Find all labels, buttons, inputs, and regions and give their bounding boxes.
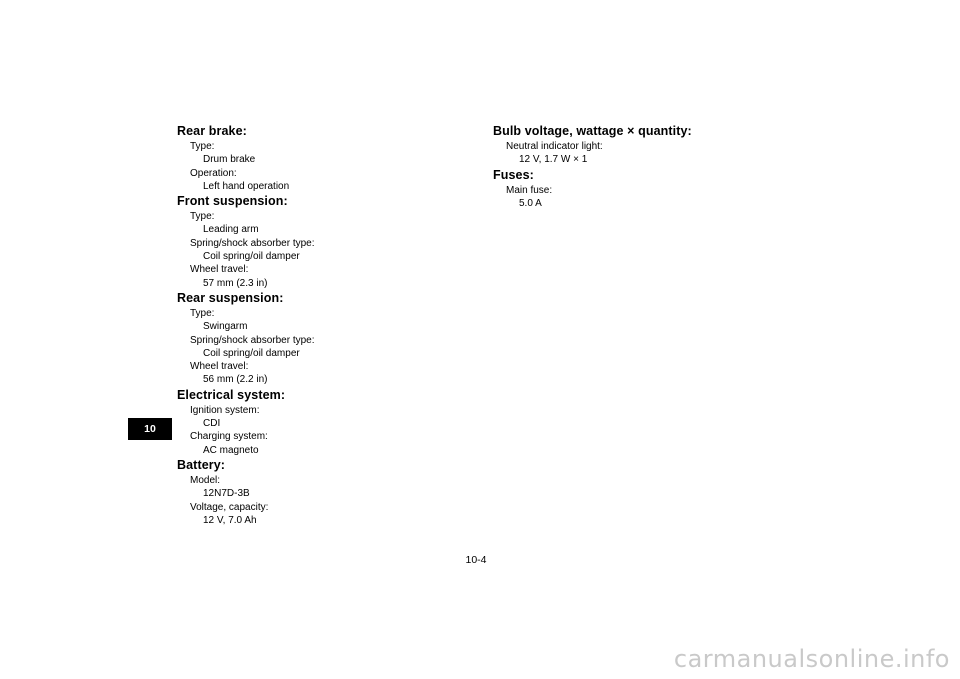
- spec-value: 12 V, 1.7 W × 1: [519, 154, 588, 166]
- chapter-tab: 10: [128, 418, 172, 440]
- section-front-suspension: [177, 194, 437, 290]
- spec-item: [177, 307, 437, 334]
- spec-value: CDI: [203, 418, 221, 430]
- section-battery: [177, 458, 437, 527]
- spec-value: Left hand operation: [203, 180, 290, 192]
- section-bulb-voltage: [493, 124, 793, 167]
- spec-item: [493, 140, 793, 167]
- spec-item: [177, 430, 437, 457]
- spec-label: Charging system:: [190, 431, 268, 443]
- spec-label: Main fuse:: [506, 184, 553, 196]
- spec-item: [177, 167, 437, 194]
- section-title: Front suspension:: [177, 194, 288, 209]
- spec-label: Spring/shock absorber type:: [190, 334, 315, 346]
- page-number-text: 10-4: [465, 554, 487, 566]
- spec-value: Drum brake: [203, 154, 256, 166]
- section-title: Fuses:: [493, 167, 534, 182]
- left-column: [177, 124, 437, 527]
- section-rear-brake: [177, 124, 437, 193]
- spec-value: 56 mm (2.2 in): [203, 374, 268, 386]
- spec-item: [177, 501, 437, 528]
- spec-label: Spring/shock absorber type:: [190, 237, 315, 249]
- spec-value: Leading arm: [203, 224, 259, 236]
- spec-value: Coil spring/oil damper: [203, 251, 300, 263]
- spec-value: 12N7D-3B: [203, 488, 250, 500]
- spec-item: [177, 237, 437, 264]
- spec-item: [177, 263, 437, 290]
- section-title: Battery:: [177, 457, 226, 472]
- spec-value: 12 V, 7.0 Ah: [203, 514, 257, 526]
- spec-label: Neutral indicator light:: [506, 141, 603, 152]
- spec-label: Wheel travel:: [190, 361, 249, 373]
- watermark: carmanualsonline.info: [673, 645, 950, 673]
- spec-value: AC magneto: [203, 444, 259, 456]
- section-title: Electrical system:: [177, 387, 286, 402]
- spec-label: Type:: [190, 141, 215, 152]
- spec-item: [177, 404, 437, 431]
- spec-value: Coil spring/oil damper: [203, 347, 300, 359]
- spec-item: [177, 140, 437, 167]
- spec-item: [493, 184, 793, 211]
- spec-value: 57 mm (2.3 in): [203, 277, 268, 289]
- spec-item: [177, 360, 437, 387]
- spec-label: Ignition system:: [190, 404, 260, 416]
- spec-label: Type:: [190, 307, 215, 319]
- section-title: Rear suspension:: [177, 290, 284, 305]
- section-rear-suspension: [177, 291, 437, 387]
- right-column: [493, 124, 793, 210]
- spec-label: Voltage, capacity:: [190, 501, 269, 513]
- section-title: Rear brake:: [177, 124, 247, 138]
- section-title: Bulb voltage, wattage × quantity:: [493, 124, 692, 138]
- section-electrical-system: [177, 388, 437, 457]
- spec-label: Wheel travel:: [190, 264, 249, 276]
- spec-value: Swingarm: [203, 321, 248, 333]
- page-number: [0, 554, 960, 566]
- spec-value: 5.0 A: [519, 197, 542, 209]
- spec-label: Model:: [190, 474, 221, 486]
- spec-item: [177, 334, 437, 361]
- spec-label: Operation:: [190, 167, 237, 179]
- spec-item: [177, 474, 437, 501]
- spec-label: Type:: [190, 211, 215, 223]
- section-fuses: [493, 168, 793, 211]
- spec-item: [177, 210, 437, 237]
